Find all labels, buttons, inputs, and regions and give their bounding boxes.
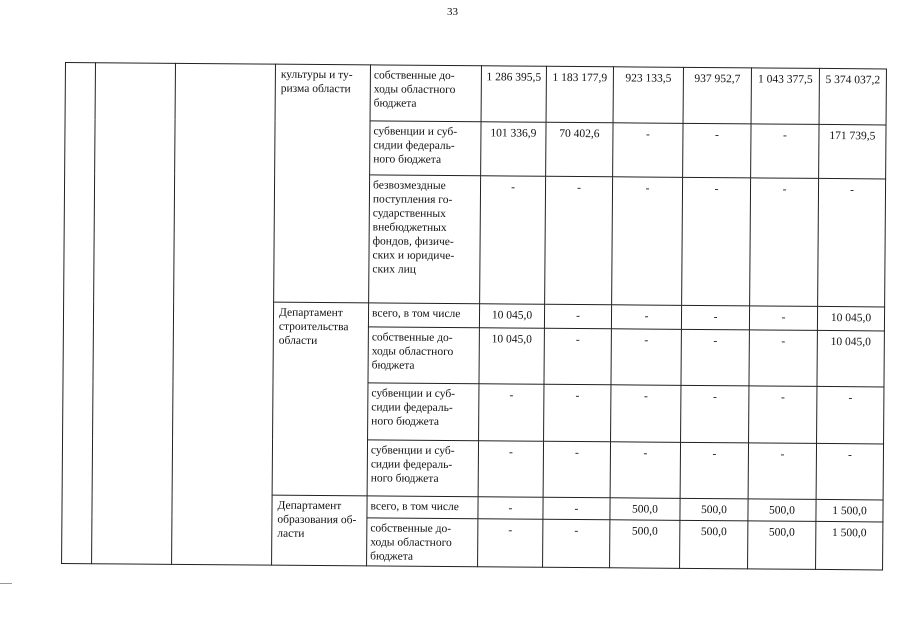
budget-table-wrapper [61,62,887,570]
value-cell: - [818,178,886,307]
value-cell: - [543,441,610,498]
value-cell: - [750,178,819,307]
value-cell: - [682,177,751,306]
value-cell: 1 043 377,5 [751,68,819,125]
value-cell: - [479,384,544,442]
margin-mark [0,583,12,584]
funding-source-cell: всего, в том числе [367,496,478,519]
value-cell: - [545,176,613,305]
value-cell: 10 045,0 [817,330,884,387]
page-number: 33 [447,6,458,18]
value-cell: 500,0 [680,520,748,569]
value-cell: 500,0 [748,521,816,570]
value-cell: - [749,386,817,444]
value-cell: - [478,441,543,498]
funding-source-cell: собственные до- ходы областного бюджета [370,65,481,122]
table-row [65,63,886,125]
value-cell: - [817,386,884,444]
value-cell: 937 952,7 [683,67,751,124]
value-cell: - [611,329,681,386]
value-cell: 10 045,0 [817,306,884,331]
blank-col-2 [92,63,176,565]
value-cell: - [612,177,683,306]
funding-source-cell: собственные до- ходы областного бюджета [367,518,478,567]
value-cell: - [543,519,610,568]
value-cell: - [544,328,611,385]
value-cell: - [681,305,749,330]
value-cell: - [751,124,819,179]
blank-col-3 [172,63,276,565]
funding-source-cell: субвенции и суб- сидии федераль- ного бюджета [370,121,481,176]
value-cell: - [478,519,543,568]
value-cell: - [680,442,748,499]
funding-source-cell: собственные до- ходы областного бюджета [368,327,479,384]
value-cell: - [816,443,883,500]
value-cell: - [478,497,543,520]
value-cell: 1 500,0 [816,499,883,522]
value-cell: - [748,443,816,500]
funding-source-cell: всего, в том числе [368,303,479,328]
value-cell: 1 183 177,9 [546,66,613,123]
value-cell: 10 045,0 [479,304,544,329]
value-cell: - [480,176,546,305]
value-cell: - [613,123,683,178]
value-cell: - [749,330,817,387]
value-cell: - [681,385,749,443]
value-cell: 101 336,9 [481,122,546,177]
department-cell: Департамент образования об- ласти [272,495,368,566]
value-cell: 5 374 037,2 [819,68,886,125]
funding-source-cell: субвенции и суб- сидии федераль- ного бюджета [367,440,478,497]
value-cell: 500,0 [748,499,816,522]
department-cell: культуры и ту- ризма области [274,64,371,303]
budget-table-body [62,63,887,570]
value-cell: 500,0 [610,520,680,569]
value-cell: 1 500,0 [816,521,883,570]
value-cell: - [544,384,611,442]
value-cell: - [611,385,681,443]
value-cell: 500,0 [610,498,680,521]
budget-table [61,62,887,570]
value-cell: 10 045,0 [479,328,544,385]
value-cell: - [610,442,680,499]
value-cell: 70 402,6 [546,122,613,177]
value-cell: - [749,306,817,331]
value-cell: - [544,304,611,329]
value-cell: - [611,305,681,330]
department-cell: Департамент строительства области [272,302,369,496]
funding-source-cell: субвенции и суб- сидии федераль- ного бюджета [368,383,479,441]
blank-col-1 [62,63,96,564]
value-cell: - [681,329,749,386]
value-cell: 500,0 [680,498,748,521]
value-cell: 1 286 395,5 [481,66,546,123]
value-cell: - [683,123,751,178]
value-cell: - [543,497,610,520]
funding-source-cell: безвозмездные поступления го- сударственных внебюджетных фондов, физиче- ских и юридиче- ских лиц [369,175,481,304]
value-cell: 171 739,5 [819,124,886,179]
value-cell: 923 133,5 [613,67,683,124]
